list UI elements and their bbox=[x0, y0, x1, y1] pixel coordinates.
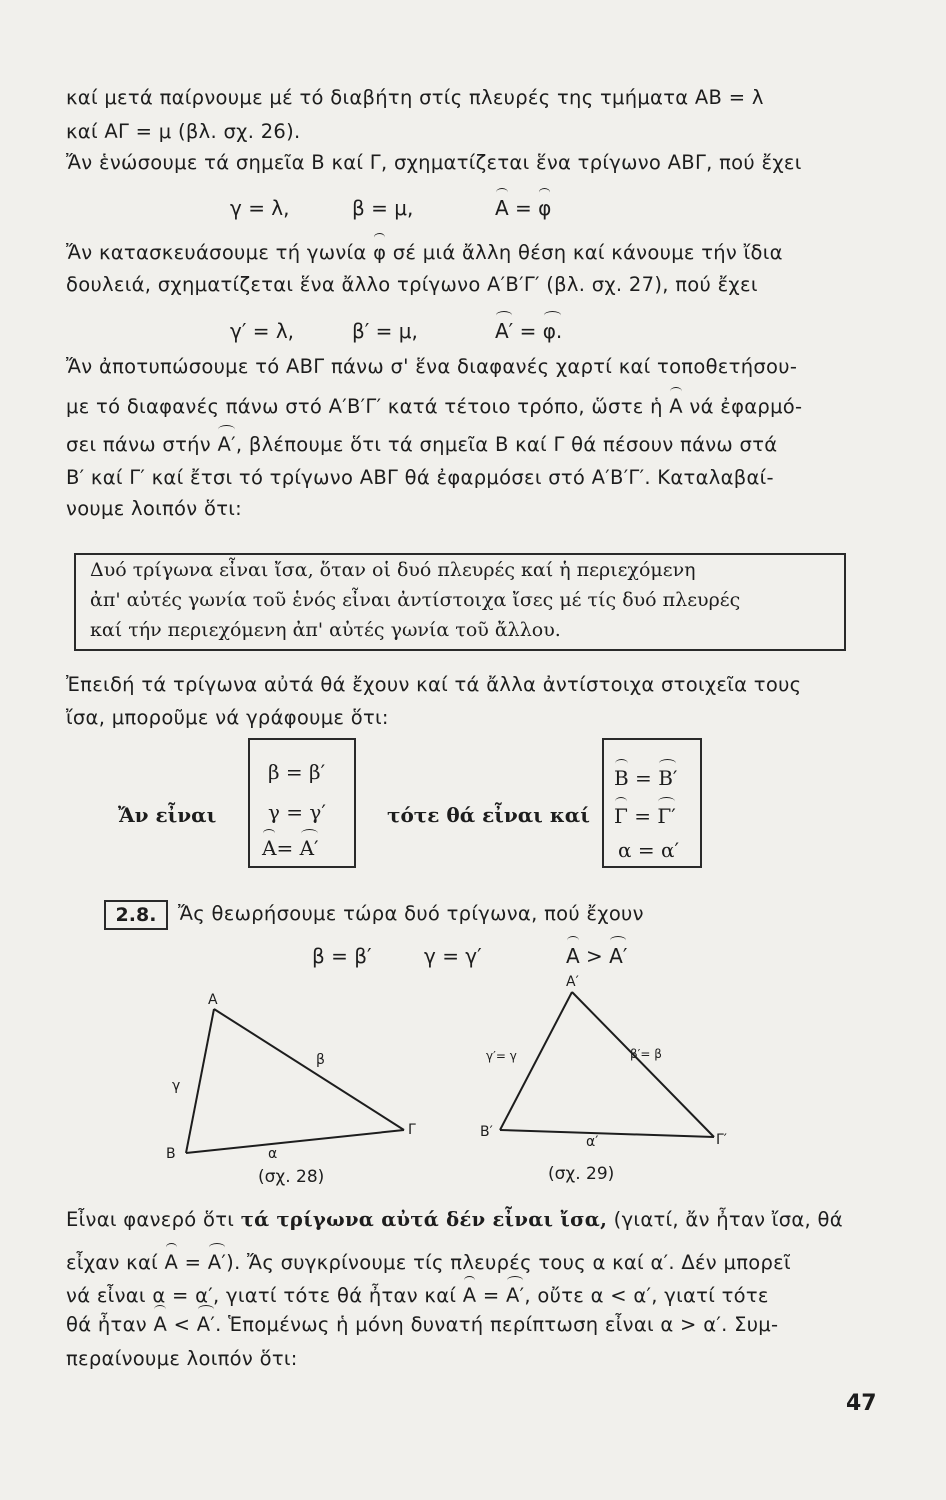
result-side-a: α = α′ bbox=[618, 838, 680, 862]
section-number: 2.8. bbox=[104, 900, 168, 930]
side-b bbox=[186, 1009, 214, 1153]
angle-phi: φ. bbox=[542, 319, 563, 343]
equation-beta-prime: β′ = μ, bbox=[352, 319, 418, 343]
label-alpha: α bbox=[268, 1146, 278, 1162]
given-angle: Α= Α′ bbox=[262, 836, 319, 860]
angle-phi: φ bbox=[373, 241, 387, 264]
equation-beta: β = μ, bbox=[352, 196, 414, 220]
vertex-A-prime: Α′ bbox=[566, 974, 579, 990]
figure-29 bbox=[500, 992, 714, 1137]
given-beta: β = β′ bbox=[268, 760, 326, 784]
theorem-line: ἀπ' αὐτές γωνία τοῦ ἑνός εἶναι ἀντίστοιχα ἴσες μέ τίς δυό πλευρές bbox=[90, 589, 741, 611]
text-line: θά ἦταν Α < Α′. Ἑπομένως ἡ μόνη δυνατή περίπτωση εἶναι α > α′. Συμ- bbox=[66, 1313, 779, 1336]
text-line: Ἄν ἀποτυπώσουμε τό ΑΒΓ πάνω σ' ἕνα διαφανές χαρτί καί τοποθετήσου- bbox=[66, 355, 798, 378]
page-number: 47 bbox=[846, 1391, 877, 1416]
text-line: ἴσα, μποροῦμε νά γράφουμε ὅτι: bbox=[66, 706, 389, 729]
angle-A-prime: Α′ bbox=[217, 433, 236, 456]
section-eq-gamma: γ = γ′ bbox=[424, 944, 482, 968]
text-line: καί ΑΓ = μ (βλ. σχ. 26). bbox=[66, 120, 301, 143]
text-line: δουλειά, σχηματίζεται ἕνα ἄλλο τρίγωνο Α′Β′Γ′ (βλ. σχ. 27), πού ἔχει bbox=[66, 273, 758, 296]
angle-A: Α bbox=[495, 196, 509, 220]
label-beta-prime: β′= β bbox=[630, 1047, 662, 1061]
label-gamma-prime: γ′= γ bbox=[486, 1049, 517, 1063]
text-line: Ἄν ἑνώσουμε τά σημεῖα Β καί Γ, σχηματίζεται ἕνα τρίγωνο ΑΒΓ, πού ἔχει bbox=[66, 151, 802, 174]
given-gamma: γ = γ′ bbox=[268, 800, 326, 824]
text-line: περαίνουμε λοιπόν ὅτι: bbox=[66, 1347, 298, 1370]
text-line: εἶχαν καί Α = Α′). Ἄς συγκρίνουμε τίς πλευρές τους α καί α′. Δέν μπορεῖ bbox=[66, 1251, 791, 1274]
angle-phi: φ bbox=[538, 196, 552, 220]
equation-angle: Α = φ bbox=[495, 196, 552, 220]
label-gamma: γ bbox=[172, 1078, 181, 1094]
equation-angle-prime: Α′ = φ. bbox=[495, 319, 563, 343]
result-angle-B: Β = Β′ bbox=[614, 766, 678, 790]
if-label: Ἄν εἶναι bbox=[118, 803, 217, 827]
angle-A: Α bbox=[669, 395, 683, 418]
angle-A-prime: Α′ bbox=[495, 319, 514, 343]
equation-gamma-prime: γ′ = λ, bbox=[230, 319, 295, 343]
result-angle-G: Γ = Γ′ bbox=[614, 804, 676, 828]
text-line: νά εἶναι α = α′, γιατί τότε θά ἦταν καί Α = Α′, οὔτε α < α′, γιατί τότε bbox=[66, 1284, 769, 1307]
label-alpha-prime: α′ bbox=[586, 1134, 599, 1150]
side-c bbox=[214, 1009, 404, 1130]
side-c-prime bbox=[572, 992, 714, 1137]
figure-28 bbox=[186, 1009, 404, 1153]
then-label: τότε θά εἶναι καί bbox=[387, 803, 590, 827]
section-intro: Ἄς θεωρήσουμε τώρα δυό τρίγωνα, πού ἔχουν bbox=[178, 902, 644, 925]
side-a bbox=[186, 1130, 404, 1153]
vertex-B: Β bbox=[166, 1146, 176, 1162]
text-line: Ἄν κατασκευάσουμε τή γωνία φ σέ μιά ἄλλη θέση καί κάνουμε τήν ἴδια bbox=[66, 241, 783, 264]
theorem-line: Δυό τρίγωνα εἶναι ἴσα, ὅταν οἱ δυό πλευρές καί ἡ περιεχόμενη bbox=[90, 559, 696, 581]
text-line: Ἐπειδή τά τρίγωνα αὐτά θά ἔχουν καί τά ἄλλα ἀντίστοιχα στοιχεῖα τους bbox=[66, 673, 802, 696]
vertex-G-prime: Γ′ bbox=[716, 1132, 727, 1148]
label-beta: β bbox=[316, 1052, 325, 1068]
text-line: σει πάνω στήν Α′, βλέπουμε ὅτι τά σημεῖα Β καί Γ θά πέσουν πάνω στά bbox=[66, 433, 778, 456]
figure-28-caption: (σχ. 28) bbox=[258, 1167, 325, 1187]
vertex-B-prime: Β′ bbox=[480, 1124, 493, 1140]
side-a-prime bbox=[500, 1130, 714, 1137]
text-line: με τό διαφανές πάνω στό Α′Β′Γ′ κατά τέτοιο τρόπο, ὥστε ἡ Α νά ἐφαρμό- bbox=[66, 395, 803, 418]
text-line: καί μετά παίρνουμε μέ τό διαβήτη στίς πλευρές της τμήματα ΑΒ = λ bbox=[66, 86, 764, 109]
section-eq-angle: Α > Α′ bbox=[566, 944, 628, 968]
vertex-G: Γ bbox=[408, 1122, 416, 1138]
vertex-A: Α bbox=[208, 992, 218, 1008]
text-line: Εἶναι φανερό ὅτι τά τρίγωνα αὐτά δέν εἶναι ἴσα, (γιατί, ἄν ἦταν ἴσα, θά bbox=[66, 1208, 843, 1231]
figure-29-caption: (σχ. 29) bbox=[548, 1164, 615, 1184]
text-line: νουμε λοιπόν ὅτι: bbox=[66, 497, 243, 520]
section-eq-beta: β = β′ bbox=[312, 944, 372, 968]
text-line: Β′ καί Γ′ καί ἔτσι τό τρίγωνο ΑΒΓ θά ἐφαρμόσει στό Α′Β′Γ′. Καταλαβαί- bbox=[66, 466, 774, 489]
theorem-line: καί τήν περιεχόμενη ἀπ' αὐτές γωνία τοῦ ἄλλου. bbox=[90, 619, 561, 641]
equation-gamma: γ = λ, bbox=[230, 196, 290, 220]
emphasis-not-equal: τά τρίγωνα αὐτά δέν εἶναι ἴσα, bbox=[240, 1208, 608, 1231]
